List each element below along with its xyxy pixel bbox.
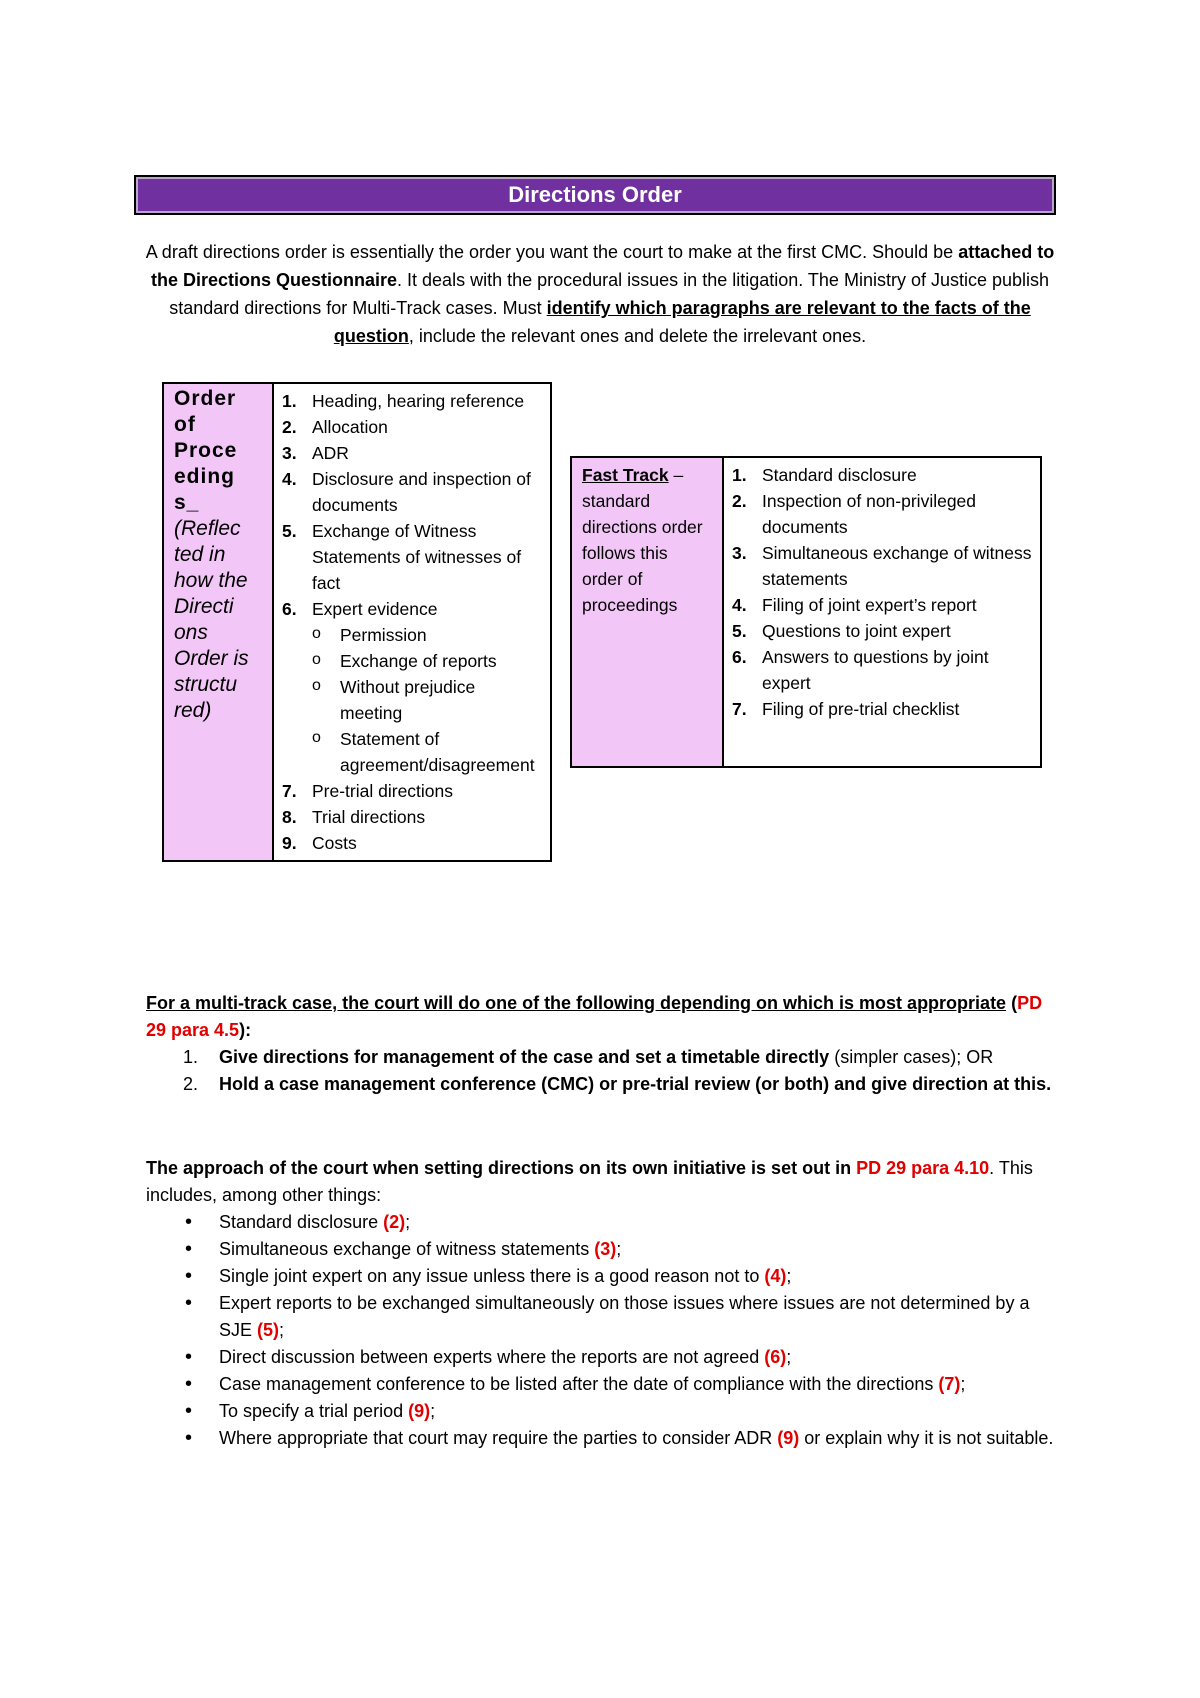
expert-sublist [312, 622, 542, 778]
sub-list-item: o Exchange of reports [312, 648, 542, 674]
list-item: 2. Hold a case management conference (CMC) or pre-trial review (or both) and give direction at this. [183, 1074, 1052, 1094]
list-item: 2. Allocation [282, 417, 388, 437]
list-item: • To specify a trial period (9); [146, 1398, 1066, 1425]
list-item: 1. Heading, hearing reference [282, 391, 525, 411]
intro-text-2: . It deals with the procedural issues in the litigation. The Ministry of Justice publish standard directions for Multi-Track cases. Must [169, 270, 1050, 318]
fast-track-note: – standard directions order follows this order of proceedings [582, 465, 703, 615]
list-item: • Simultaneous exchange of witness statements (3); [146, 1236, 1066, 1263]
title-banner [134, 175, 1056, 215]
list-item: 8. Trial directions [282, 807, 426, 827]
intro-text-3: , include the relevant ones and delete the irrelevant ones. [408, 326, 867, 346]
approach-lead: The approach of the court when setting directions on its own initiative is set out in PD 29 para 4.10. This includes, among other things: [146, 1158, 1033, 1205]
intro-bold-underline: identify which paragraphs are relevant to the facts of the question [333, 298, 1031, 346]
list-item: 1. Give directions for management of the case and set a timetable directly (simpler cases); OR [183, 1047, 994, 1067]
sub-list-item: o Permission [312, 622, 542, 648]
list-item: 9. Costs [282, 833, 357, 853]
order-list [282, 388, 542, 856]
list-item: 6. Answers to questions by joint expert [732, 647, 989, 693]
fast-track-label: Fast Track [582, 465, 669, 485]
approach-list [146, 1209, 1066, 1452]
list-item: • Single joint expert on any issue unless there is a good reason not to (4); [146, 1263, 1066, 1290]
multi-track-list [146, 1044, 1066, 1098]
list-item: 4. Filing of joint expert’s report [732, 595, 977, 615]
pd-reference: PD 29 para 4.10 [856, 1158, 990, 1178]
list-item: 3. ADR [282, 443, 349, 463]
sub-list-item: o Statement of agreement/disagreement [312, 726, 542, 778]
list-item: 4. Disclosure and inspection of documents [282, 469, 531, 515]
order-heading-cell [163, 383, 273, 861]
fast-track-list [732, 462, 1032, 722]
list-item: 5. Exchange of Witness Statements of witnesses of fact [282, 521, 522, 593]
intro-bold-1: attached to the Directions Questionnaire [150, 242, 1055, 290]
list-item: 2. Inspection of non-privileged documents [732, 491, 977, 537]
page-title: Directions Order [508, 182, 682, 207]
list-item: 7. Filing of pre-trial checklist [732, 699, 960, 719]
order-heading-note: (Reflec ted in how the Directi ons Order is structu red) [174, 517, 249, 722]
list-item: • Expert reports to be exchanged simultaneously on those issues where issues are not determined by a SJE (5); [146, 1290, 1066, 1344]
order-of-proceedings-table [162, 382, 552, 862]
court-approach-section [146, 1155, 1066, 1452]
multi-track-section [146, 990, 1066, 1098]
fast-track-table [570, 456, 1042, 768]
pd-reference: PD 29 para 4.5 [146, 993, 1043, 1040]
order-list-cell [273, 383, 551, 861]
fast-track-list-cell [723, 457, 1041, 767]
list-item: 7. Pre-trial directions [282, 781, 454, 801]
sub-list-item: o Without prejudice meeting [312, 674, 542, 726]
list-item: • Standard disclosure (2); [146, 1209, 1066, 1236]
intro-paragraph [140, 238, 1060, 350]
intro-text-1: A draft directions order is essentially the order you want the court to make at the first CMC. Should be [145, 242, 959, 262]
list-item: • Direct discussion between experts where the reports are not agreed (6); [146, 1344, 1066, 1371]
list-item: • Case management conference to be listed after the date of compliance with the directions (7); [146, 1371, 1066, 1398]
list-item: 3. Simultaneous exchange of witness statements [732, 543, 1032, 589]
list-item: 1. Standard disclosure [732, 465, 917, 485]
multi-track-lead: For a multi-track case, the court will do one of the following depending on which is most appropriate (PD 29 para 4.5): [146, 993, 1043, 1040]
list-item: 6. Expert evidence o Permission o Exchange of reports o Without prejudice meeting o Statement of agreement/disagreement [282, 596, 542, 778]
order-heading: Order of Proce eding s_ [174, 387, 238, 514]
fast-track-heading-cell [571, 457, 723, 767]
list-item: • Where appropriate that court may require the parties to consider ADR (9) or explain why it is not suitable. [146, 1425, 1066, 1452]
list-item: 5. Questions to joint expert [732, 621, 951, 641]
